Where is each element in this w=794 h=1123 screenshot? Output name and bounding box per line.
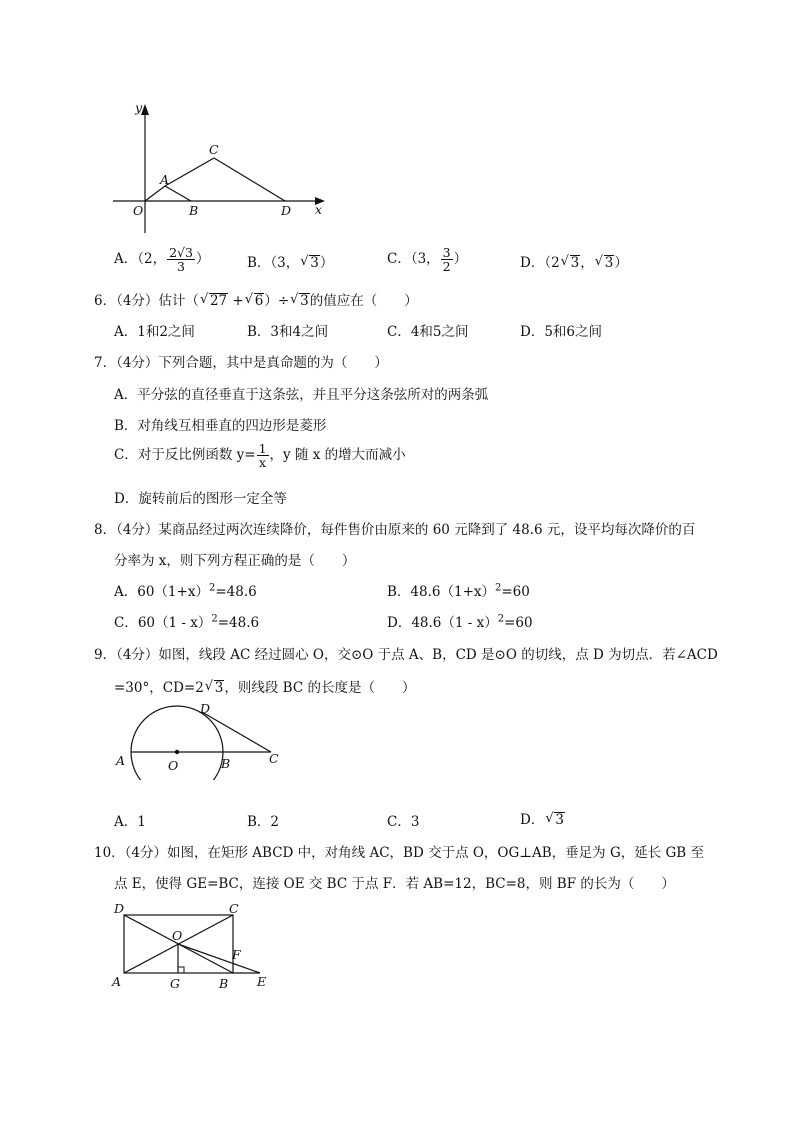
q7-option-b: B．对角线互相垂直的四边形是菱形 [114,418,327,434]
q10-stem-line1: 10．（4分）如图，在矩形 ABCD 中，对角线 AC，BD 交于点 O，OG⊥AB，垂足为 G，延长 GB 至 [94,845,705,861]
right-angle-mark [178,967,184,973]
label-c: C [209,142,219,157]
q6-option-a: A．1和2之间 [114,324,195,340]
segment-oe [178,944,260,973]
q6-option-c: C．4和5之间 [387,324,469,340]
label-a: A [112,974,122,989]
circle-tangent-figure [108,700,288,780]
label-o: O [133,203,144,218]
q9-option-d: D．√ 3 [520,808,565,828]
q9-option-c: C．3 [387,814,420,830]
label-y: y [135,100,143,115]
q7-stem: 7．（4分）下列合题，其中是真命题的为（ ） [94,355,388,371]
q6-option-d: D．5和6之间 [520,324,603,340]
q5-option-a: A．（2， $\frac{2√3}{3}$ ） [114,245,210,275]
q6-option-b: B．3和4之间 [247,324,329,340]
q8-stem-line2: 分率为 x，则下列方程正确的是（ ） [114,553,356,569]
q7-option-c: C．对于反比例函数 y= $\frac{1}{x}$ ，y 随 x 的增大而减小 [114,441,406,471]
label-d: D [114,901,125,916]
label-c: C [229,901,239,916]
q10-stem-line2: 点 E，使得 GE=BC，连接 OE 交 BC 于点 F．若 AB=12，BC=8，则 BF 的长为（ ） [114,876,675,892]
q9-option-b: B．2 [247,814,280,830]
label-o: O [172,928,183,943]
label-d: D [200,701,211,716]
q9-stem-line2: =30°，CD=2√ 3，则线段 BC 的长度是（ ） [114,676,415,696]
q7-option-d: D．旋转前后的图形一定全等 [114,491,287,507]
label-a: A [116,753,126,768]
label-e: E [257,974,267,989]
segment-ac [165,158,214,186]
label-a: A [160,172,170,187]
q6-stem: 6．（4分）估计（√ 27 +√ 6）÷√ 3的值应在（ ） [94,289,418,309]
label-d: D [281,203,292,218]
label-o: O [168,758,179,773]
q8-option-a: A．$60(1+x)^2=48.6$ [114,582,257,600]
rectangle-figure [108,898,283,993]
label-b: B [221,756,231,771]
q8-stem-line1: 8．（4分）某商品经过两次连续降价，每件售价由原来的 60 元降到了 48.6 元，设平均每次降价的百 [94,522,696,538]
tangent-cd [202,712,271,752]
label-c: C [269,751,279,766]
q5-option-d: D．（2√ 3，√ 3） [520,251,628,271]
q8-option-c: C．60（1 - x）$^2$=48.6 [114,613,260,631]
q7-option-a: A．平分弦的直径垂直于这条弦，并且平分这条弦所对的两条弧 [114,387,489,403]
q9-stem-line1: 9．（4分）如图，线段 AC 经过圆心 O，交⊙O 于点 A、B，CD 是⊙O 的切线，点 D 为切点．若∠ACD [94,647,718,663]
label-b: B [219,976,229,991]
label-b: B [189,203,199,218]
y-axis-arrow [141,104,149,115]
label-g: G [170,976,180,991]
coordinate-figure [105,98,335,238]
center-point [175,750,179,754]
q5-option-c: C．（3， $\frac{3}{2}$ ） [387,245,468,275]
segment-ab [165,186,191,201]
segment-oa [145,186,165,201]
q8-option-b: B．$48.6(1+x)^2=60$ [387,582,530,600]
label-f: F [232,947,241,962]
q5-option-b: B．（3，√ 3） [247,251,333,271]
label-x: x [315,202,323,217]
q8-option-d: D．48.6（1 - x）$^2$=60 [387,613,533,631]
segment-cd [214,158,285,201]
q9-option-a: A．1 [114,814,146,830]
